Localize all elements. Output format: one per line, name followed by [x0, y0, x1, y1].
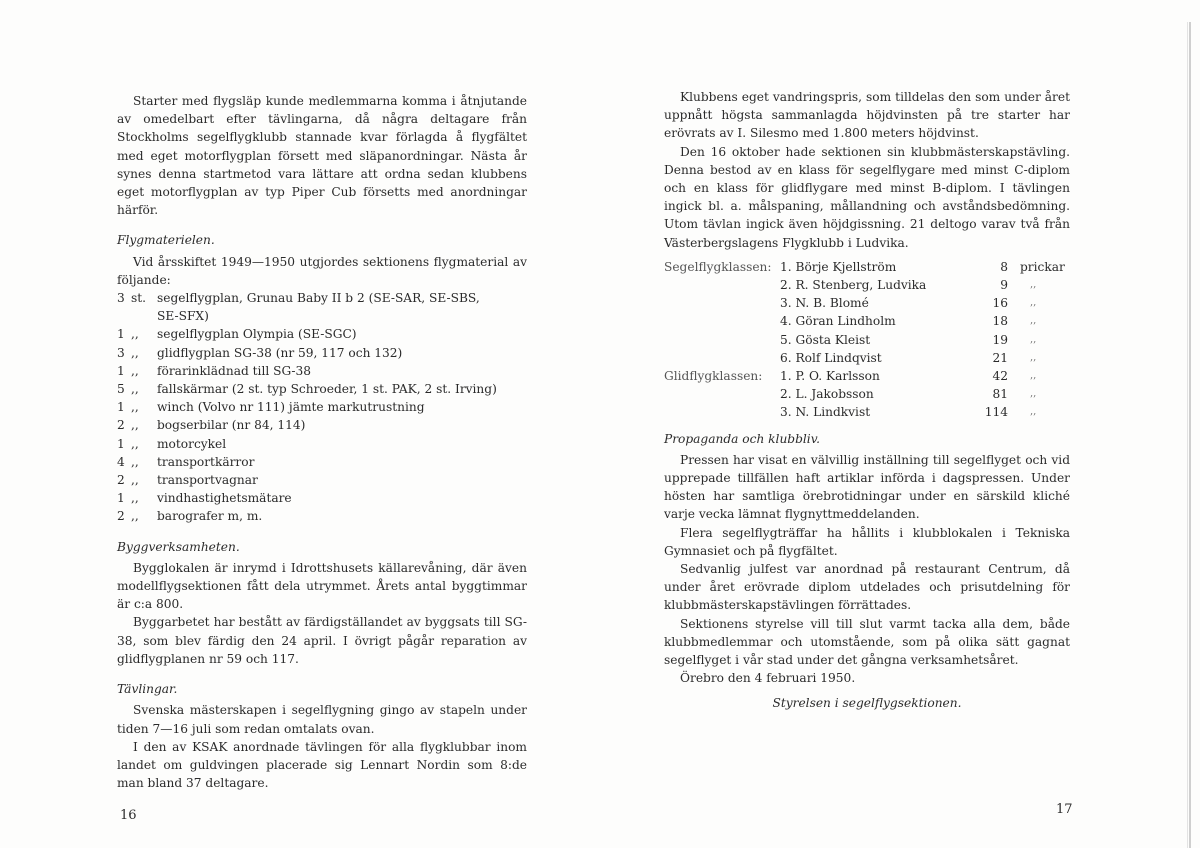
scan-edge-line-faint — [1187, 22, 1188, 848]
material-unit: ,, — [131, 473, 139, 488]
result-class — [664, 294, 780, 312]
material-text: glidflygplan SG-38 (nr 59, 117 och 132) — [157, 345, 403, 360]
signature: Styrelsen i segelflygsektionen. — [772, 695, 962, 710]
material-text: transportvagnar — [157, 473, 258, 488]
section-heading-flygmaterielen: Flygmaterielen. — [117, 233, 215, 248]
material-qty: 1 — [117, 327, 125, 342]
material-unit: ,, — [131, 345, 139, 360]
page-number-right: 17 — [1056, 802, 1073, 817]
result-name: 2. L. Jakobsson — [780, 387, 874, 402]
tavlingar-paragraph-2: I den av KSAK anordnade tävlingen för alla flygklubbar inom landet om guldvingen placerade sig Lennart Nordin som 8:de man bland 37 deltagare. — [117, 739, 527, 791]
result-points: 114 — [984, 405, 1008, 420]
material-item — [117, 398, 527, 416]
result-class: Segelflygklassen: — [664, 259, 772, 274]
result-name: 1. Börje Kjellström — [780, 259, 897, 274]
material-text: motorcykel — [157, 436, 227, 451]
material-item — [117, 507, 527, 525]
result-points: 42 — [992, 369, 1008, 384]
result-name: 3. N. B. Blomé — [780, 296, 869, 311]
result-row — [664, 294, 1070, 312]
section-heading-tavlingar: Tävlingar. — [117, 682, 178, 697]
material-text: bogserbilar (nr 84, 114) — [157, 418, 306, 433]
results-table — [664, 258, 1070, 422]
material-unit: ,, — [131, 436, 139, 451]
result-name: 5. Gösta Kleist — [780, 332, 871, 347]
material-unit: ,, — [131, 491, 139, 506]
material-qty: 1 — [117, 400, 125, 415]
material-text: fallskärmar (2 st. typ Schroeder, 1 st. PAK, 2 st. Irving) — [157, 382, 497, 397]
result-name: 2. R. Stenberg, Ludvika — [780, 278, 927, 293]
result-class — [664, 276, 780, 294]
material-qty: 4 — [117, 454, 125, 469]
result-row — [664, 385, 1070, 403]
material-item — [117, 489, 527, 507]
material-qty: 5 — [117, 382, 125, 397]
tavlingar-paragraph-1: Svenska mästerskapen i segelflygning gingo av stapeln under tiden 7—16 juli som redan omtalats ovan. — [117, 703, 527, 736]
material-unit: ,, — [131, 363, 139, 378]
material-text: segelflygplan Olympia (SE-SGC) — [157, 327, 357, 342]
material-text: transportkärror — [157, 454, 255, 469]
result-class — [664, 312, 780, 330]
material-item — [117, 453, 527, 471]
result-row — [664, 367, 1070, 385]
result-class: Glidflygklassen: — [664, 369, 763, 384]
material-unit: ,, — [131, 509, 139, 524]
material-item — [117, 289, 527, 307]
material-text: winch (Volvo nr 111) jämte markutrustning — [157, 400, 425, 415]
dateline: Örebro den 4 februari 1950. — [680, 671, 856, 686]
material-qty: 2 — [117, 418, 125, 433]
material-list — [117, 289, 527, 526]
result-row — [664, 331, 1070, 349]
scan-edge-line — [1189, 22, 1191, 848]
material-item — [117, 362, 527, 380]
material-qty: 1 — [117, 363, 125, 378]
material-item — [117, 380, 527, 398]
material-item-continuation: SE-SFX) — [157, 309, 209, 324]
section-heading-propaganda: Propaganda och klubbliv. — [664, 431, 821, 446]
propaganda-paragraph-1: Pressen har visat en välvillig inställning till segelflyget och vid upprepade tillfällen haft artiklar införda i dagspressen. Under hösten har samtliga örebrotidningar under en särskild kliché varje vecka lämnat flygnyttmeddelanden. — [664, 452, 1070, 522]
result-row — [664, 312, 1070, 330]
result-unit: ,, — [1030, 351, 1037, 363]
result-row — [664, 276, 1070, 294]
material-unit: ,, — [131, 454, 139, 469]
result-unit: ,, — [1030, 297, 1037, 309]
material-item — [117, 344, 527, 362]
byggverksamheten-paragraph-1: Bygglokalen är inrymd i Idrottshusets källarevåning, där även modellflygsektionen fått dela utrymmet. Årets antal byggtimmar är c:a 800. — [117, 560, 527, 612]
material-qty: 1 — [117, 436, 125, 451]
result-row — [664, 403, 1070, 421]
material-unit: st. — [131, 291, 147, 306]
material-qty: 3 — [117, 345, 125, 360]
result-class — [664, 349, 780, 367]
result-points: 18 — [992, 314, 1008, 329]
propaganda-paragraph-3: Sedvanlig julfest var anordnad på restaurant Centrum, då under året erövrade diplom utdelades och prisutdelning för klubbmästerskapstävlingen förrättades. — [664, 562, 1070, 613]
material-text: vindhastighetsmätare — [157, 491, 292, 506]
material-item — [117, 471, 527, 489]
result-row — [664, 349, 1070, 367]
flygmaterielen-lead: Vid årsskiftet 1949—1950 utgjordes sektionens flygmaterial av följande: — [117, 254, 527, 287]
result-points: 8 — [1000, 259, 1008, 274]
page-number-left: 16 — [120, 808, 137, 823]
propaganda-paragraph-4: Sektionens styrelse vill till slut varmt tacka alla dem, både klubbmedlemmar och utomstående, som på olika sätt gagnat segelflyget i vår stad under det gångna verksamhetsåret. — [664, 616, 1070, 668]
result-class — [664, 403, 780, 421]
intro-paragraph: Starter med flygsläp kunde medlemmarna komma i åtnjutande av omedelbart efter tävlingarna, då några deltagare från Stockholms segelflygklubb stannade kvar förlagda å flygfältet med eget motorflygplan försett med släpanordningar. Nästa år synes denna startmetod vara lättare att ordna sedan klubbens eget motorflygplan av typ Piper Cub försetts med anordningar härför. — [117, 94, 527, 218]
material-item — [117, 325, 527, 343]
material-text: barografer m, m. — [157, 509, 263, 524]
result-unit: prickar — [1020, 259, 1065, 274]
result-name: 1. P. O. Karlsson — [780, 369, 880, 384]
left-page — [117, 0, 527, 848]
result-unit: ,, — [1030, 406, 1037, 418]
result-class — [664, 385, 780, 403]
right-page — [664, 0, 1070, 848]
material-unit: ,, — [131, 382, 139, 397]
result-points: 21 — [992, 350, 1008, 365]
byggverksamheten-paragraph-2: Byggarbetet har bestått av färdigställandet av byggsats till SG-38, som blev färdig den 24 april. I övrigt pågår reparation av glidflygplanen nr 59 och 117. — [117, 615, 527, 666]
result-unit: ,, — [1030, 315, 1037, 327]
result-unit: ,, — [1030, 279, 1037, 291]
material-item — [117, 435, 527, 453]
section-heading-byggverksamheten: Byggverksamheten. — [117, 539, 240, 554]
propaganda-paragraph-2: Flera segelflygträffar ha hållits i klubblokalen i Tekniska Gymnasiet och på flygfältet. — [664, 525, 1070, 558]
material-qty: 3 — [117, 291, 125, 306]
result-points: 9 — [1000, 278, 1008, 293]
result-points: 16 — [992, 296, 1008, 311]
material-item — [117, 416, 527, 434]
result-row — [664, 258, 1070, 276]
result-unit: ,, — [1030, 370, 1037, 382]
material-unit: ,, — [131, 327, 139, 342]
result-class — [664, 331, 780, 349]
material-qty: 1 — [117, 491, 125, 506]
material-text: förarinklädnad till SG-38 — [157, 363, 312, 378]
result-name: 3. N. Lindkvist — [780, 405, 871, 420]
klubbmasterskap-paragraph: Den 16 oktober hade sektionen sin klubbmästerskapstävling. Denna bestod av en klass för segelflygare med minst C-diplom och en klass för glidflygare med minst B-diplom. I tävlingen ingick bl. a. målspaning, mållandning och avståndsbedömning. Utom tävlan ingick även höjdgissning. 21 deltogo varav två från Västerbergslagens Flygklubb i Ludvika. — [664, 144, 1070, 250]
material-qty: 2 — [117, 509, 125, 524]
result-points: 81 — [992, 387, 1008, 402]
result-name: 6. Rolf Lindqvist — [780, 350, 882, 365]
material-unit: ,, — [131, 400, 139, 415]
result-unit: ,, — [1030, 333, 1037, 345]
result-points: 19 — [992, 332, 1008, 347]
material-text: segelflygplan, Grunau Baby II b 2 (SE-SAR, SE-SBS, — [157, 291, 480, 306]
material-qty: 2 — [117, 473, 125, 488]
vandringspris-paragraph: Klubbens eget vandringspris, som tilldelas den som under året uppnått högsta sammanlagda höjdvinsten på tre starter har erövrats av I. Silesmo med 1.800 meters höjdvinst. — [664, 90, 1070, 141]
material-unit: ,, — [131, 418, 139, 433]
result-unit: ,, — [1030, 388, 1037, 400]
result-name: 4. Göran Lindholm — [780, 314, 896, 329]
